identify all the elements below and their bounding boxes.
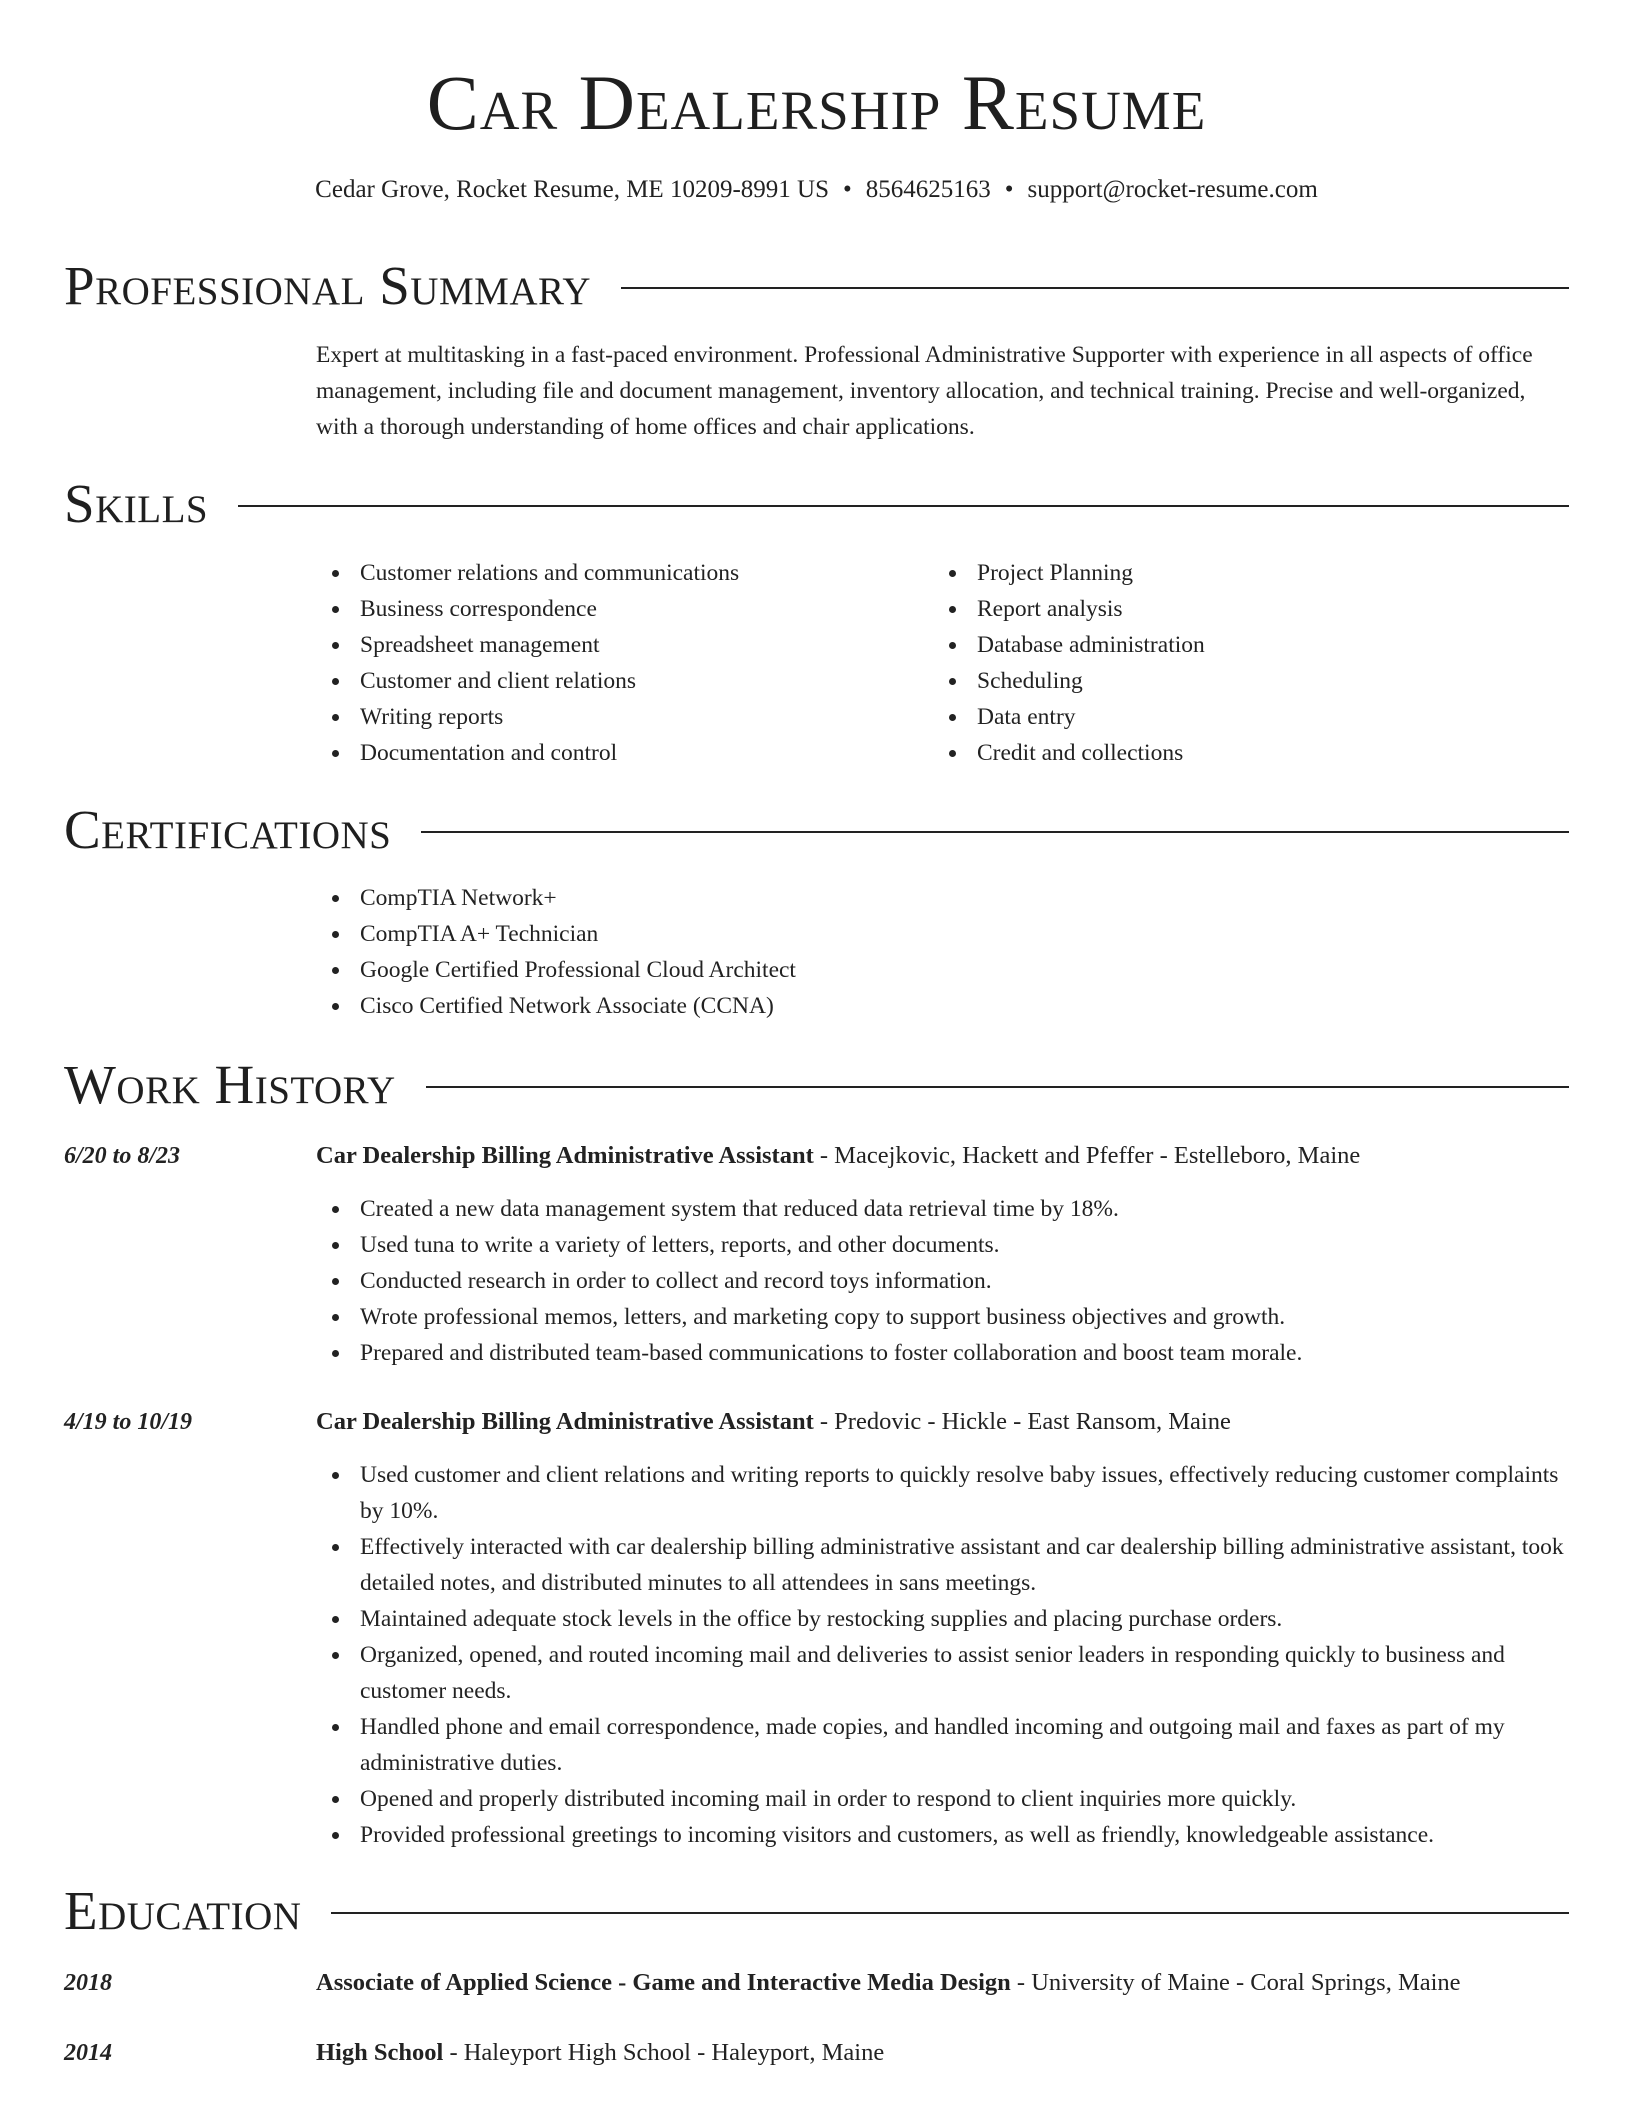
- education-entry: [316, 1965, 1569, 2001]
- certification-item: CompTIA A+ Technician: [316, 916, 1569, 952]
- job-employer: - Predovic - Hickle - East Ransom, Maine: [813, 1408, 1231, 1435]
- job-employer: - Macejkovic, Hackett and Pfeffer - Estelleboro, Maine: [813, 1142, 1361, 1169]
- job-title: Car Dealership Billing Administrative Assistant: [316, 1408, 814, 1435]
- work-section-header: [64, 1055, 1569, 1115]
- contact-address: Cedar Grove, Rocket Resume, ME 10209-8991 US: [315, 176, 829, 203]
- job-dates: 6/20 to 8/23: [64, 1143, 181, 1169]
- skill-item: Customer and client relations: [316, 663, 933, 699]
- education-year: 2018: [64, 1970, 112, 1996]
- work-heading: Work History: [64, 1054, 396, 1115]
- job-duty: Handled phone and email correspondence, made copies, and handled incoming and outgoing mail and faxes as part of my administrative duties.: [316, 1709, 1569, 1781]
- job-title: Car Dealership Billing Administrative Assistant: [316, 1142, 814, 1169]
- job-duty: Maintained adequate stock levels in the office by restocking supplies and placing purchase orders.: [316, 1601, 1569, 1637]
- education-entry: [316, 2035, 1569, 2071]
- job-heading: [316, 1138, 1569, 1174]
- job-duties: [316, 1457, 1569, 1853]
- skill-item: Customer relations and communications: [316, 555, 933, 591]
- section-divider: [238, 505, 1569, 507]
- summary-text: Expert at multitasking in a fast-paced environment. Professional Administrative Supporter with experience in all aspects of office management, including file and document management, inventory allocation, and technical training. Precise and well-organized, with a thorough understanding of home offices and chair applications.: [316, 342, 1533, 440]
- job-dates: 4/19 to 10/19: [64, 1409, 193, 1435]
- section-divider: [426, 1086, 1569, 1088]
- certification-item: CompTIA Network+: [316, 880, 1569, 916]
- skill-item: Scheduling: [933, 663, 1550, 699]
- job-duty: Prepared and distributed team-based communications to foster collaboration and boost team morale.: [316, 1335, 1569, 1371]
- summary-heading: Professional Summary: [64, 255, 592, 316]
- job-heading: [316, 1404, 1569, 1440]
- resume-title: Car Dealership Resume: [426, 59, 1207, 146]
- job-duty: Used customer and client relations and writing reports to quickly resolve baby issues, effectively reducing customer complaints by 10%.: [316, 1457, 1569, 1529]
- job-duty: Organized, opened, and routed incoming mail and deliveries to assist senior leaders in responding quickly to business and customer needs.: [316, 1637, 1569, 1709]
- contact-separator: •: [1004, 176, 1014, 203]
- skill-item: Project Planning: [933, 555, 1550, 591]
- education-school: - University of Maine - Coral Springs, Maine: [1010, 1969, 1461, 1996]
- education-degree: High School: [316, 2039, 444, 2066]
- certifications-section-header: [64, 800, 1569, 860]
- job-duty: Used tuna to write a variety of letters, reports, and other documents.: [316, 1227, 1569, 1263]
- education-year: 2014: [64, 2040, 112, 2066]
- skills-section-header: [64, 474, 1569, 534]
- skill-item: Credit and collections: [933, 735, 1550, 771]
- skill-item: Business correspondence: [316, 591, 933, 627]
- job-duty: Effectively interacted with car dealership billing administrative assistant and car dealership billing administrative assistant, took detailed notes, and distributed minutes to all attendees in sans meetings.: [316, 1529, 1569, 1601]
- summary-section-header: [64, 256, 1569, 316]
- skills-heading: Skills: [64, 473, 209, 534]
- contact-line: [64, 174, 1569, 206]
- certifications-heading: Certifications: [64, 799, 392, 860]
- skills-column-right: [933, 555, 1550, 771]
- job-duty: Created a new data management system that reduced data retrieval time by 18%.: [316, 1191, 1569, 1227]
- job-duty: Wrote professional memos, letters, and marketing copy to support business objectives and growth.: [316, 1299, 1569, 1335]
- certification-item: Cisco Certified Network Associate (CCNA): [316, 988, 1569, 1024]
- job-duty: Conducted research in order to collect and record toys information.: [316, 1263, 1569, 1299]
- job-duty: Provided professional greetings to incoming visitors and customers, as well as friendly, knowledgeable assistance.: [316, 1817, 1569, 1853]
- skill-item: Spreadsheet management: [316, 627, 933, 663]
- contact-phone: 8564625163: [865, 176, 991, 203]
- section-divider: [421, 831, 1569, 833]
- job-duties: [316, 1191, 1569, 1371]
- certifications-list: [316, 880, 1569, 1024]
- education-section-header: [64, 1881, 1569, 1941]
- job-duty: Opened and properly distributed incoming mail in order to respond to client inquiries more quickly.: [316, 1781, 1569, 1817]
- skill-item: Database administration: [933, 627, 1550, 663]
- education-degree: Associate of Applied Science - Game and Interactive Media Design: [316, 1969, 1011, 1996]
- skill-item: Data entry: [933, 699, 1550, 735]
- contact-separator: •: [842, 176, 852, 203]
- education-school: - Haleyport High School - Haleyport, Maine: [443, 2039, 885, 2066]
- skill-item: Report analysis: [933, 591, 1550, 627]
- skill-item: Writing reports: [316, 699, 933, 735]
- section-divider: [621, 287, 1569, 289]
- skills-column-left: [316, 555, 933, 771]
- skill-item: Documentation and control: [316, 735, 933, 771]
- section-divider: [331, 1912, 1569, 1914]
- skills-list: [316, 555, 1569, 771]
- contact-email[interactable]: support@rocket-resume.com: [1027, 176, 1318, 203]
- certification-item: Google Certified Professional Cloud Architect: [316, 952, 1569, 988]
- education-heading: Education: [64, 1880, 302, 1941]
